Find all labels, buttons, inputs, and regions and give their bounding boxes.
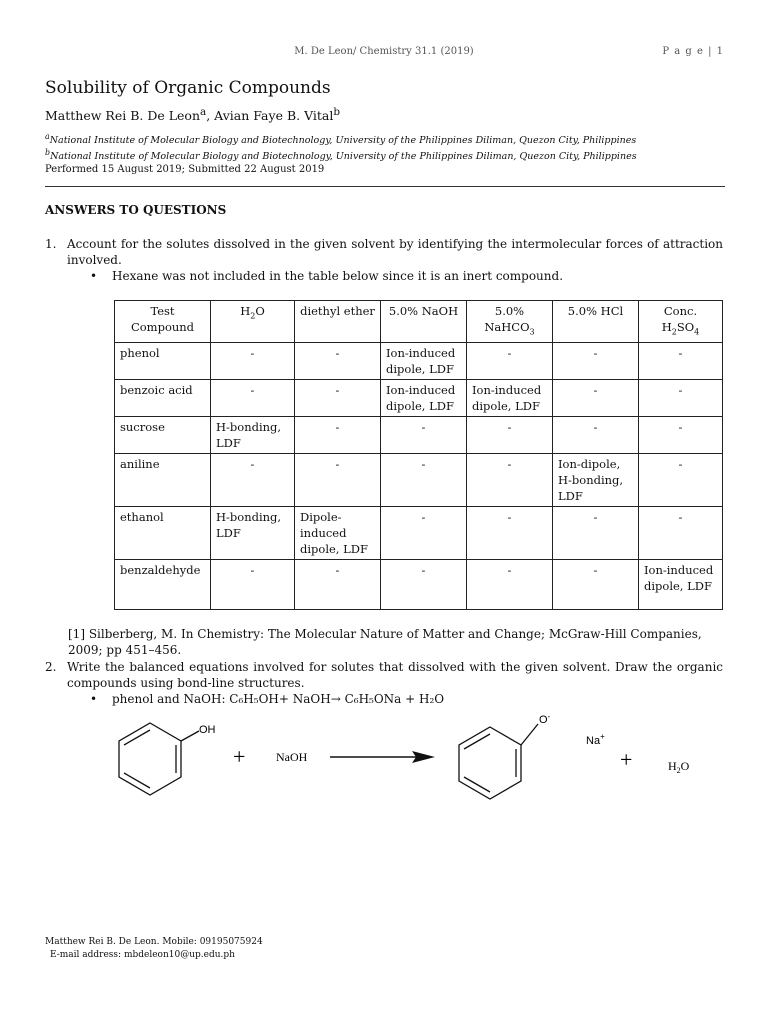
section-heading: ANSWERS TO QUESTIONS bbox=[45, 203, 227, 217]
row-compound: phenol bbox=[115, 343, 211, 380]
author-2-sup: b bbox=[333, 106, 341, 118]
table-cell: - bbox=[381, 417, 467, 454]
sodium-ion-label: Na+ bbox=[586, 732, 605, 747]
reaction-arrow bbox=[330, 751, 435, 763]
table-cell: Ion-dipole, H-bonding, LDF bbox=[553, 454, 639, 507]
affiliation-b-text: National Institute of Molecular Biology and Biotechnology, University of the Philippines Diliman, Quezon City, Philippines bbox=[50, 151, 637, 163]
table-cell: - bbox=[639, 380, 723, 417]
row-compound: aniline bbox=[115, 454, 211, 507]
dates-line: Performed 15 August 2019; Submitted 22 August 2019 bbox=[45, 164, 325, 175]
table-cell: - bbox=[295, 560, 381, 610]
header-hcl: 5.0% HCl bbox=[553, 301, 639, 343]
phenoxide-structure bbox=[459, 724, 538, 799]
table-cell: - bbox=[467, 560, 553, 610]
table-cell: - bbox=[639, 507, 723, 560]
affiliation-a-text: National Institute of Molecular Biology and Biotechnology, University of the Philippines Diliman, Quezon City, Philippines bbox=[49, 135, 637, 147]
table-cell: - bbox=[639, 343, 723, 380]
question-2-text: Write the balanced equations involved for solutes that dissolved with the given solvent. Draw the organic compounds using bond-line structures. bbox=[67, 660, 723, 690]
affiliation-a-sup: a bbox=[45, 132, 50, 141]
table-cell: - bbox=[553, 380, 639, 417]
table-cell: - bbox=[381, 507, 467, 560]
question-2-number: 2. bbox=[45, 660, 57, 674]
table-cell: - bbox=[381, 454, 467, 507]
bullet-dot: • bbox=[90, 269, 98, 283]
table-cell: - bbox=[381, 560, 467, 610]
water-product: $H_2O$ bbox=[668, 759, 690, 775]
o-minus-label: O- bbox=[539, 712, 551, 726]
row-compound: ethanol bbox=[115, 507, 211, 560]
row-compound: sucrose bbox=[115, 417, 211, 454]
reference-citation: [1] Silberberg, M. In Chemistry: The Molecular Nature of Matter and Change; McGraw-Hill Companies, 2009; pp 451–456. bbox=[68, 627, 702, 657]
table-cell: - bbox=[467, 343, 553, 380]
question-1-number: 1. bbox=[45, 237, 57, 251]
table-cell: - bbox=[467, 454, 553, 507]
table-cell: Ion-induced dipole, LDF bbox=[381, 343, 467, 380]
document-title: Solubility of Organic Compounds bbox=[45, 78, 331, 98]
author-2: Avian Faye B. Vital bbox=[214, 108, 334, 124]
table-cell: - bbox=[295, 417, 381, 454]
table-cell: - bbox=[295, 454, 381, 507]
question-1-bullet-text: Hexane was not included in the table below since it is an inert compound. bbox=[112, 269, 564, 283]
table-cell: - bbox=[211, 343, 295, 380]
footer-mobile: Matthew Rei B. De Leon. Mobile: 09195075924 bbox=[45, 937, 263, 947]
question-2-bullet-text: phenol and NaOH: C₆H₅OH+ NaOH→ C₆H₅ONa + H₂O bbox=[112, 692, 445, 706]
table-cell: - bbox=[639, 417, 723, 454]
header-test-compound: Test Compound bbox=[115, 301, 211, 343]
oh-label: OH bbox=[199, 724, 216, 736]
table-cell: - bbox=[467, 507, 553, 560]
table-cell: - bbox=[553, 507, 639, 560]
table-cell: - bbox=[211, 380, 295, 417]
author-1-sup: a bbox=[200, 106, 207, 118]
header-naoh: 5.0% NaOH bbox=[381, 301, 467, 343]
table-cell: - bbox=[553, 417, 639, 454]
table-cell: H-bonding, LDF bbox=[211, 417, 295, 454]
header-running-title: M. De Leon/ Chemistry 31.1 (2019) bbox=[294, 46, 474, 57]
plus-sign: + bbox=[620, 747, 633, 772]
bullet-dot: • bbox=[90, 692, 98, 706]
header-h2o: $H_2O$ bbox=[211, 301, 295, 343]
table-cell: - bbox=[553, 343, 639, 380]
table-cell: Ion-induced dipole, LDF bbox=[381, 380, 467, 417]
table-cell: - bbox=[467, 417, 553, 454]
table-cell: - bbox=[295, 380, 381, 417]
row-compound: benzoic acid bbox=[115, 380, 211, 417]
affiliation-b-sup: b bbox=[45, 148, 51, 157]
author-separator: , bbox=[206, 108, 215, 124]
row-compound: benzaldehyde bbox=[115, 560, 211, 610]
header-diethyl-ether: diethyl ether bbox=[295, 301, 381, 343]
plus-sign: + bbox=[233, 744, 246, 769]
table-cell: Ion-induced dipole, LDF bbox=[639, 560, 723, 610]
table-cell: - bbox=[295, 343, 381, 380]
table-cell: - bbox=[553, 560, 639, 610]
naoh-reagent: NaOH bbox=[276, 750, 308, 764]
table-cell: Dipole-induced dipole, LDF bbox=[295, 507, 381, 560]
table-cell: - bbox=[211, 454, 295, 507]
page-number: P a g e | 1 bbox=[662, 46, 724, 57]
question-1-text: Account for the solutes dissolved in the given solvent by identifying the intermolecular forces of attraction involved. bbox=[67, 237, 723, 267]
table-cell: H-bonding, LDF bbox=[211, 507, 295, 560]
table-cell: Ion-induced dipole, LDF bbox=[467, 380, 553, 417]
footer-contact bbox=[45, 936, 263, 962]
footer-email: E-mail address: mbdeleon10@up.edu.ph bbox=[50, 950, 235, 960]
table-cell: - bbox=[639, 454, 723, 507]
table-cell: - bbox=[211, 560, 295, 610]
header-h2so4: Conc. $H_2SO_4$ bbox=[639, 301, 723, 343]
author-1: Matthew Rei B. De Leon bbox=[45, 108, 200, 124]
phenol-structure bbox=[119, 723, 199, 795]
header-nahco3: 5.0% NaHCO$_3$ bbox=[467, 301, 553, 343]
